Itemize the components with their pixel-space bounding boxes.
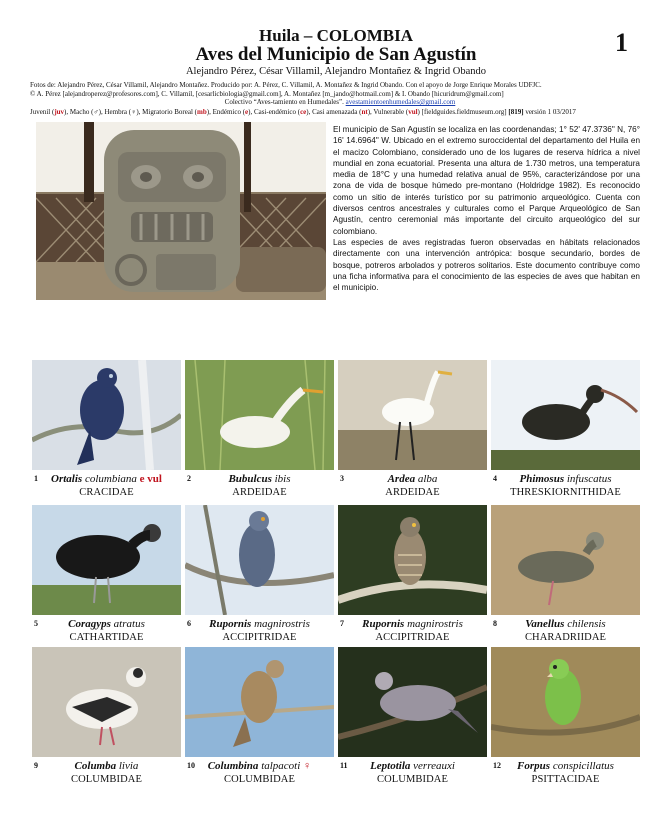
species-photo [185, 360, 334, 470]
species-photo [338, 505, 487, 615]
species-number: 2 [187, 474, 191, 483]
species-number: 10 [187, 761, 195, 770]
collective-line [30, 98, 650, 107]
species-family: ARDEIDAE [385, 487, 440, 498]
description-paragraph-2: Las especies de aves registradas fueron observadas en hábitats relacionados directamente con una intervención antrópica: bosque secundario, bordes de bosque, potreros arbolados y potreros solitarios. Este documento contribuye como una ficha informativa para el conocimiento de las especies de aves que habitan en el municipio. [333, 237, 640, 293]
credits-block [30, 81, 650, 107]
species-name: Vanellus chilensis [525, 618, 606, 630]
species-caption [185, 473, 334, 486]
species-family: CHARADRIIDAE [524, 632, 607, 643]
species-caption [491, 760, 640, 773]
species-card [338, 505, 487, 643]
species-caption [185, 618, 334, 631]
collective-text: Colectivo “Aves-tamiento en Humedales”. [224, 98, 346, 107]
species-card [491, 505, 640, 643]
page-header [0, 0, 672, 120]
species-caption [338, 760, 487, 773]
species-caption [491, 473, 640, 486]
species-number: 4 [493, 474, 497, 483]
species-card [338, 647, 487, 785]
species-photo [185, 505, 334, 615]
species-name: Ardea alba [387, 473, 438, 485]
species-caption [32, 473, 181, 486]
species-photo [338, 360, 487, 470]
species-family: ARDEIDAE [232, 487, 287, 498]
species-photo [491, 505, 640, 615]
species-caption [338, 618, 487, 631]
species-card [491, 647, 640, 785]
species-photo [491, 647, 640, 757]
species-photo [32, 647, 181, 757]
species-caption [338, 473, 487, 486]
species-card [185, 647, 334, 785]
species-family: ACCIPITRIDAE [222, 632, 297, 643]
legend-line: Juvenil (juv), Macho (♂), Hembra (♀), Migratorio Boreal (mb), Endémico (e), Casi-endémico (ce), Casi amenazada (nt), Vulnerable (vul) [fieldguides.fieldmuseum.org] [819] versión 1 03/2017 [30, 108, 576, 116]
species-name: Bubulcus ibis [228, 473, 291, 485]
species-family: PSITTACIDAE [531, 774, 600, 785]
photos-credit-line: Fotos de: Alejandro Pérez, César Villamil, Alejandro Montañez. Producido por: A. Pérez, C. Villamil, A. Montañez & Ingrid Obando. Con el apoyo de Jorge Enrique Morales UDFJC. [30, 81, 542, 89]
species-caption [32, 618, 181, 631]
species-photo [185, 647, 334, 757]
species-name: Forpus conspicillatus [517, 760, 614, 772]
species-number: 8 [493, 619, 497, 628]
species-card [185, 360, 334, 498]
species-name: Columba livia [74, 760, 139, 772]
authors-line: Alejandro Pérez, César Villamil, Alejandro Montañez & Ingrid Obando [185, 66, 487, 77]
species-family: CATHARTIDAE [69, 632, 144, 643]
species-caption [185, 760, 334, 773]
species-photo [491, 360, 640, 470]
species-name: Rupornis magnirostris [209, 618, 310, 630]
species-card [32, 647, 181, 785]
species-number: 11 [340, 761, 348, 770]
species-card [338, 360, 487, 498]
species-number: 12 [493, 761, 501, 770]
species-name: Phimosus infuscatus [519, 473, 612, 485]
species-name: Rupornis magnirostris [362, 618, 463, 630]
region-title: Huila – COLOMBIA [259, 26, 413, 45]
species-family: COLUMBIDAE [377, 774, 448, 785]
species-number: 5 [34, 619, 38, 628]
species-family: CRACIDAE [79, 487, 134, 498]
species-name: Columbina talpacoti ♀ [207, 760, 312, 772]
species-photo [32, 360, 181, 470]
page-title: Aves del Municipio de San Agustín [195, 44, 477, 65]
hero-statue-photo [36, 122, 326, 300]
species-number: 3 [340, 474, 344, 483]
species-family: COLUMBIDAE [71, 774, 142, 785]
species-family: THRESKIORNITHIDAE [510, 487, 621, 498]
species-number: 6 [187, 619, 191, 628]
description-paragraph-1: El municipio de San Agustín se localiza en las coordenandas; 1° 52' 47.3736" N, 76° 16' 14.6964" W. Ubicado en el extremo suroccidental del departamento del Huila en el macizo Colombiano, considerado uno de los lugares de reserva hídrica a nivel mundial en zona ecuatorial. Presenta una altura de 1.730 metros, una temperatura media de 18°C y una humedad relativa anual de 95%, caracterizándose por una zona de vida de bosque húmedo pre-montano (Holdridge 1982). Es reconocido como un sitio de interés turístico por su patrimonio arqueológico. Cuenta con diversos centros ancestrales y culturales como el Parque Arqueológico de San Agustín, centro ceremonial más importante del circuito arqueológico del sur colombiano. [333, 125, 640, 236]
species-family: COLUMBIDAE [224, 774, 295, 785]
species-card [32, 505, 181, 643]
species-family: ACCIPITRIDAE [375, 632, 450, 643]
species-card [32, 360, 181, 498]
species-name: Ortalis columbiana e vul [51, 473, 162, 485]
species-caption [32, 760, 181, 773]
species-caption [491, 618, 640, 631]
species-photo [32, 505, 181, 615]
collective-email-link[interactable]: avestamientoenhumedales@gmail.com [345, 98, 456, 107]
copyright-line: © A. Pérez [alejandroperez@profesores.com], C. Villamil, [cesarlicbiologia@gmail.com], A. Montañez [m_jando@hotmail.com] & I. Obando [hicuridrum@gmail.com] [30, 89, 504, 98]
species-number: 9 [34, 761, 38, 770]
species-photo [338, 647, 487, 757]
species-number: 7 [340, 619, 344, 628]
species-card [491, 360, 640, 498]
species-card [185, 505, 334, 643]
municipality-description [333, 124, 640, 293]
species-number: 1 [34, 474, 38, 483]
page-number: 1 [615, 28, 628, 57]
species-name: Leptotila verreauxi [370, 760, 455, 772]
species-name: Coragyps atratus [68, 618, 145, 630]
